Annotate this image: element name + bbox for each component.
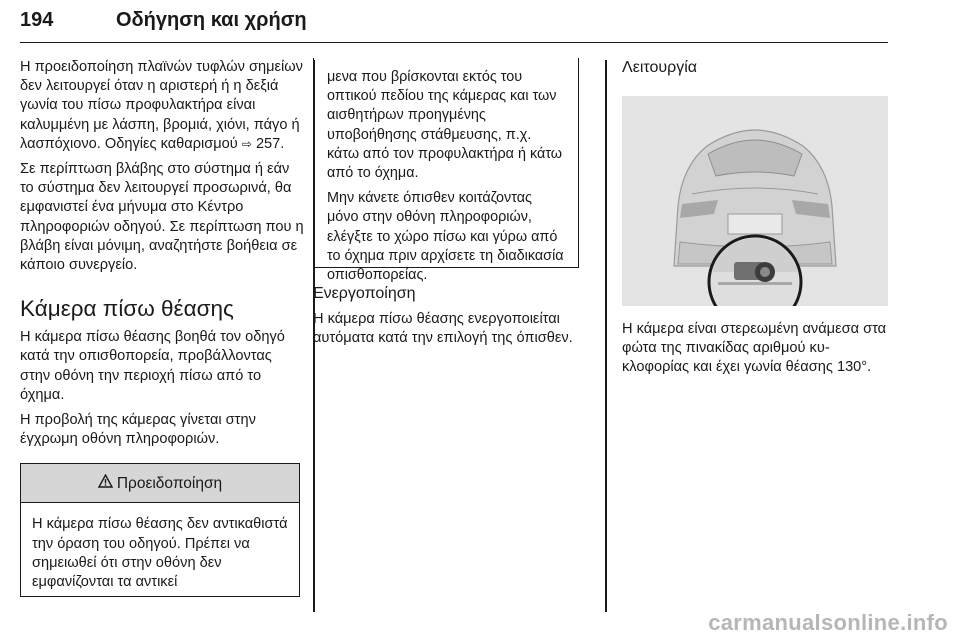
paragraph-activation: Η κάμερα πίσω θέασης ενεργοποιείται αυτόματα κατά την επιλογή της όπισθεν. — [313, 311, 573, 347]
warning-triangle-icon — [98, 474, 113, 493]
section-heading-function: Λειτουργία — [622, 59, 698, 76]
page-number: 194 — [20, 9, 54, 31]
watermark: carmanualsonline.info — [708, 610, 948, 635]
column-2 — [313, 58, 605, 354]
column-3 — [622, 58, 888, 384]
warning-reverse-advice: Μην κάνετε όπισθεν κοιτάζοντας μόνο στην οθόνη πληροφοριών, ελέγξτε το χώρο πίσω και γύρω από το όχημα πριν αρχίσετε τη διαδικασία οπισθοπορείας. — [327, 190, 564, 284]
rear-camera-illustration — [622, 96, 888, 306]
section-heading-rear-camera: Κάμερα πίσω θέασης — [20, 296, 234, 322]
illustration-caption: Η κάμερα είναι στερεωμένη ανάμεσα στα φώτα της πινακίδας αριθμού κυκλοφορίας και έχει γωνία θέασης 130°. — [622, 321, 887, 376]
page-reference-link[interactable]: 257. — [255, 135, 285, 152]
paragraph-camera-intro: Η κάμερα πίσω θέασης βοηθά τον οδηγό κατά την οπισθοπορεία, προβάλλοντας στην οθόνη την περιοχή πίσω από το όχημα. — [20, 329, 285, 403]
warning-text: Η κάμερα πίσω θέασης δεν αντικαθιστά την όραση του οδηγού. Πρέπει να σημειωθεί ότι στην οθόνη δεν εμφανίζονται τα αντικεί — [32, 516, 288, 591]
warning-continued-text: μενα που βρίσκονται εκτός του οπτικού πεδίου της κάμερας και των αισθητήρων προηγμένης υποβοήθησης στάθμευσης, π.χ. κάτω από τον προφυλακτήρα ή κάτω από το όχημα. — [327, 69, 563, 182]
paragraph-fault: Σε περίπτωση βλάβης στο σύστημα ή εάν το σύστημα δεν λειτουργεί προσωρινά, θα εμφανιστεί ένα μήνυμα στο Κέντρο πληροφοριών οδηγού. Σε περίπτωση που η βλάβη είναι μόνιμη, αναζητήστε βοήθεια σε κάποιο συνεργείο. — [20, 161, 304, 274]
paragraph-camera-display: Η προβολή της κάμερας γίνεται στην έγχρωμη οθόνη πληροφοριών. — [20, 412, 256, 448]
column-divider — [605, 60, 607, 612]
warning-box-continued — [313, 58, 579, 284]
paragraph-blind-spot: Η προειδοποίηση πλαϊνών τυφλών σημείων δεν λειτουργεί όταν η αριστερή ή η δεξιά γωνία του πίσω προφυλακτήρα είναι καλυμμένη με λάσπη, βρομιά, χιόνι, πάγο ή λασπόχιονο. Οδηγίες καθαρισμού ⇨ 257. — [20, 59, 303, 152]
column-1 — [20, 58, 305, 597]
warning-header — [21, 464, 299, 503]
chapter-title: Οδήγηση και χρήση — [116, 9, 307, 31]
section-heading-activation: Ενεργοποίηση — [313, 285, 416, 302]
warning-title: Προειδοποίηση — [116, 474, 223, 492]
warning-box — [20, 463, 300, 597]
xref-arrow-icon: ⇨ — [241, 136, 252, 151]
